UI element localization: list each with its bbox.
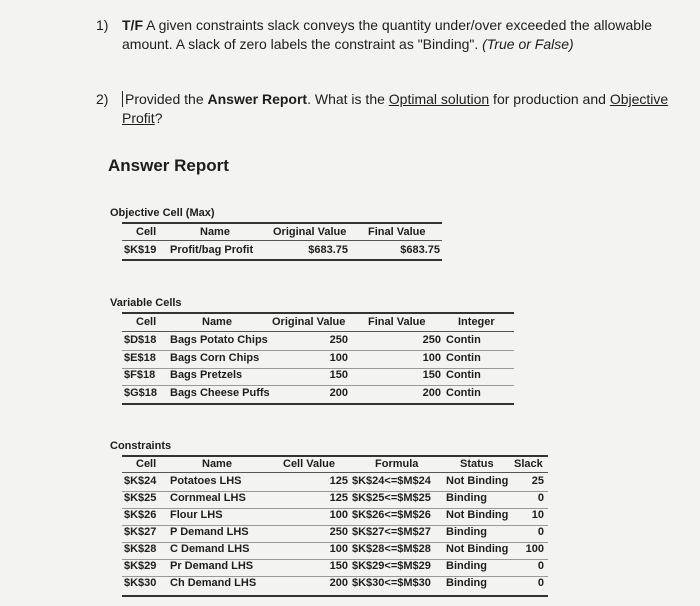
constraint-formula: $K$24<=$M$24 <box>352 475 431 487</box>
question-2-profit: Objective Profit <box>122 91 669 126</box>
constraint-cell: $K$29 <box>124 560 157 572</box>
constraint-name: Cornmeal LHS <box>170 492 246 504</box>
variables-header-integer: Integer <box>458 316 495 328</box>
variables-label: Variable Cells <box>110 297 182 309</box>
variable-original: 200 <box>329 386 348 399</box>
variable-cell: $D$18 <box>124 334 157 346</box>
constraints-header-formula: Formula <box>375 458 419 470</box>
constraints-header-status: Status <box>460 458 494 470</box>
constraint-status: Binding <box>446 577 487 589</box>
constraint-slack: 0 <box>537 560 544 572</box>
objective-cell: $K$19 <box>124 244 157 256</box>
variables-top-rule <box>122 312 514 314</box>
question-2-bold: Answer Report <box>207 91 308 107</box>
question-1-number: 1) <box>96 17 109 33</box>
objective-final: $683.75 <box>400 244 440 256</box>
variable-integer: Contin <box>446 369 481 381</box>
question-2-number: 2) <box>96 91 109 107</box>
variable-name: Bags Pretzels <box>170 369 243 381</box>
objective-header-name: Name <box>200 226 230 238</box>
constraint-name: Potatoes LHS <box>170 475 242 487</box>
constraint-status: Not Binding <box>446 543 509 555</box>
constraint-status: Binding <box>446 492 487 504</box>
constraints-header-slack: Slack <box>514 458 543 470</box>
objective-header-final: Final Value <box>368 226 426 238</box>
constraint-name: Flour LHS <box>170 509 223 521</box>
constraints-top-rule <box>122 455 548 457</box>
objective-original: $683.75 <box>308 244 348 256</box>
constraints-header-value: Cell Value <box>283 458 335 470</box>
constraint-formula: $K$25<=$M$25 <box>352 492 431 504</box>
constraint-value: 250 <box>329 526 348 538</box>
variables-header-final: Final Value <box>368 316 426 328</box>
question-1-hint: (True or False) <box>482 36 574 52</box>
constraint-status: Binding <box>446 560 487 572</box>
variable-integer: Contin <box>446 386 481 399</box>
constraints-header-name: Name <box>202 458 232 470</box>
question-2-mid: . What is the <box>307 91 389 107</box>
constraint-cell: $K$30 <box>124 577 157 589</box>
constraint-cell: $K$27 <box>124 526 157 538</box>
objective-header-rule <box>122 240 442 241</box>
question-1-tf: T/F <box>122 17 143 33</box>
constraint-name: P Demand LHS <box>170 526 249 538</box>
objective-header-original: Original Value <box>273 226 347 238</box>
constraint-slack: 25 <box>531 475 544 487</box>
variable-name: Bags Corn Chips <box>170 351 260 364</box>
variable-original: 250 <box>329 334 348 346</box>
constraints-header-cell: Cell <box>136 458 157 470</box>
constraint-name: C Demand LHS <box>170 543 250 555</box>
question-2 <box>96 90 676 128</box>
constraint-status: Not Binding <box>446 475 509 487</box>
constraint-cell: $K$26 <box>124 509 157 521</box>
constraint-cell: $K$25 <box>124 492 157 504</box>
constraint-status: Not Binding <box>446 509 509 521</box>
constraint-slack: 0 <box>537 577 544 589</box>
constraint-value: 125 <box>329 492 348 504</box>
constraint-name: Ch Demand LHS <box>170 577 257 589</box>
variables-header-rule <box>122 331 514 332</box>
constraint-value: 100 <box>329 509 348 521</box>
question-1 <box>96 16 676 54</box>
question-2-end: ? <box>154 110 163 126</box>
variable-name: Bags Cheese Puffs <box>170 386 270 399</box>
variable-final: 100 <box>422 351 441 364</box>
text-cursor <box>122 91 123 107</box>
question-2-pre: Provided the <box>125 91 208 107</box>
constraint-value: 100 <box>329 543 348 555</box>
constraint-formula: $K$28<=$M$28 <box>352 543 431 555</box>
constraint-cell: $K$24 <box>124 475 157 487</box>
variable-integer: Contin <box>446 351 481 364</box>
constraint-formula: $K$26<=$M$26 <box>352 509 431 521</box>
constraint-value: 125 <box>329 475 348 487</box>
objective-header-cell: Cell <box>136 226 157 238</box>
constraint-slack: 0 <box>537 526 544 538</box>
objective-label: Objective Cell (Max) <box>110 207 215 219</box>
constraint-slack: 10 <box>531 509 544 521</box>
objective-bottom-rule <box>122 259 442 261</box>
variable-original: 100 <box>329 351 348 364</box>
constraint-slack: 0 <box>537 492 544 504</box>
constraints-bottom-rule <box>122 595 548 597</box>
objective-top-rule <box>122 222 442 224</box>
question-2-optimal: Optimal solution <box>388 91 490 107</box>
variables-header-cell: Cell <box>136 316 157 328</box>
variable-final: 200 <box>422 386 441 399</box>
constraint-cell: $K$28 <box>124 543 157 555</box>
variable-cell: $F$18 <box>124 369 156 381</box>
report-title: Answer Report <box>108 156 229 175</box>
objective-name: Profit/bag Profit <box>170 244 254 256</box>
constraints-header-rule <box>122 472 548 473</box>
constraint-value: 150 <box>329 560 348 572</box>
constraint-status: Binding <box>446 526 487 538</box>
constraint-formula: $K$30<=$M$30 <box>352 577 431 589</box>
constraint-formula: $K$29<=$M$29 <box>352 560 431 572</box>
variable-final: 150 <box>422 369 441 381</box>
constraint-formula: $K$27<=$M$27 <box>352 526 431 538</box>
variable-integer: Contin <box>446 334 481 346</box>
variable-final: 250 <box>422 334 441 346</box>
constraint-value: 200 <box>329 577 348 589</box>
question-1-text: A given constraints slack conveys the quantity under/over exceeded the allowable amount. A slack of zero labels the constraint as "Binding". <box>122 17 652 52</box>
variable-original: 150 <box>329 369 348 381</box>
question-2-mid2: for production and <box>489 91 610 107</box>
variable-name: Bags Potato Chips <box>170 334 268 346</box>
constraint-name: Pr Demand LHS <box>170 560 254 572</box>
variables-header-original: Original Value <box>272 316 346 328</box>
variables-bottom-rule <box>122 403 514 405</box>
constraints-label: Constraints <box>110 440 172 452</box>
variable-cell: $E$18 <box>124 351 156 364</box>
variable-cell: $G$18 <box>124 386 158 399</box>
constraint-slack: 100 <box>525 543 544 555</box>
variables-header-name: Name <box>202 316 232 328</box>
